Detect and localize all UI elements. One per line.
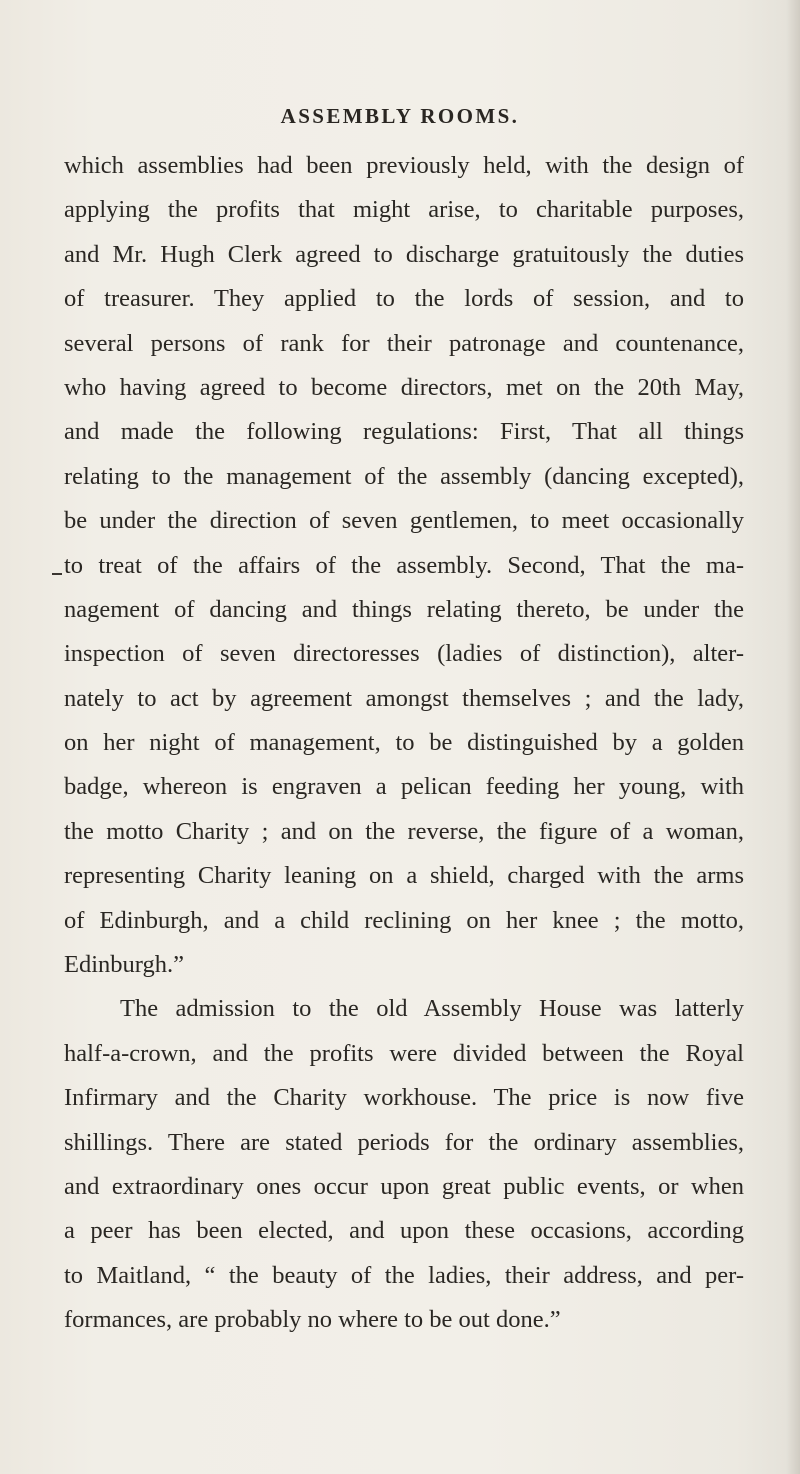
text-line: of Edinburgh, and a child reclining on her knee ; the motto, xyxy=(64,906,744,934)
text-line: a peer has been elected, and upon these occasions, according xyxy=(64,1217,744,1245)
text-line: and extraordinary ones occur upon great public events, or when xyxy=(64,1172,744,1200)
text-line: nately to act by agreement amongst themselves ; and the lady, xyxy=(64,684,744,712)
text-line-paragraph-start: The admission to the old Assembly House was latterly xyxy=(120,995,744,1023)
text-line: Infirmary and the Charity workhouse. The price is now five xyxy=(64,1084,744,1112)
text-line: applying the profits that might arise, to charitable purposes, xyxy=(64,196,744,224)
text-line: badge, whereon is engraven a pelican feeding her young, with xyxy=(64,773,744,801)
text-line: which assemblies had been previously held, with the design of xyxy=(64,152,744,179)
text-line-paragraph-end: Edinburgh.” xyxy=(64,951,184,979)
text-line: of treasurer. They applied to the lords of session, and to xyxy=(64,285,744,313)
text-line: inspection of seven directoresses (ladies of distinction), alter- xyxy=(64,640,744,668)
text-line: on her night of management, to be distinguished by a golden xyxy=(64,729,744,757)
text-line: who having agreed to become directors, met on the 20th May, xyxy=(64,373,744,401)
text-line: half-a-crown, and the profits were divided between the Royal xyxy=(64,1039,744,1067)
text-line: and made the following regulations: First, That all things xyxy=(64,418,744,446)
margin-mark xyxy=(52,573,62,575)
text-line: and Mr. Hugh Clerk agreed to discharge gratuitously the duties xyxy=(64,240,744,268)
text-line: several persons of rank for their patronage and countenance, xyxy=(64,329,744,357)
page-edge-shadow xyxy=(786,0,800,1474)
body-text xyxy=(64,144,744,1343)
text-line-paragraph-end: formances, are probably no where to be out done.” xyxy=(64,1306,561,1334)
text-line: be under the direction of seven gentlemen, to meet occasionally xyxy=(64,507,744,535)
text-line: the motto Charity ; and on the reverse, the figure of a woman, xyxy=(64,817,744,845)
text-line: shillings. There are stated periods for the ordinary assemblies, xyxy=(64,1128,744,1156)
text-line: nagement of dancing and things relating thereto, be under the xyxy=(64,595,744,623)
text-line: representing Charity leaning on a shield, charged with the arms xyxy=(64,862,744,890)
text-line: to Maitland, “ the beauty of the ladies, their address, and per- xyxy=(64,1261,744,1289)
text-line: relating to the management of the assembly (dancing excepted), xyxy=(64,462,744,490)
running-head: ASSEMBLY ROOMS. xyxy=(280,104,520,128)
text-line: to treat of the affairs of the assembly. Second, That the ma- xyxy=(64,551,744,579)
